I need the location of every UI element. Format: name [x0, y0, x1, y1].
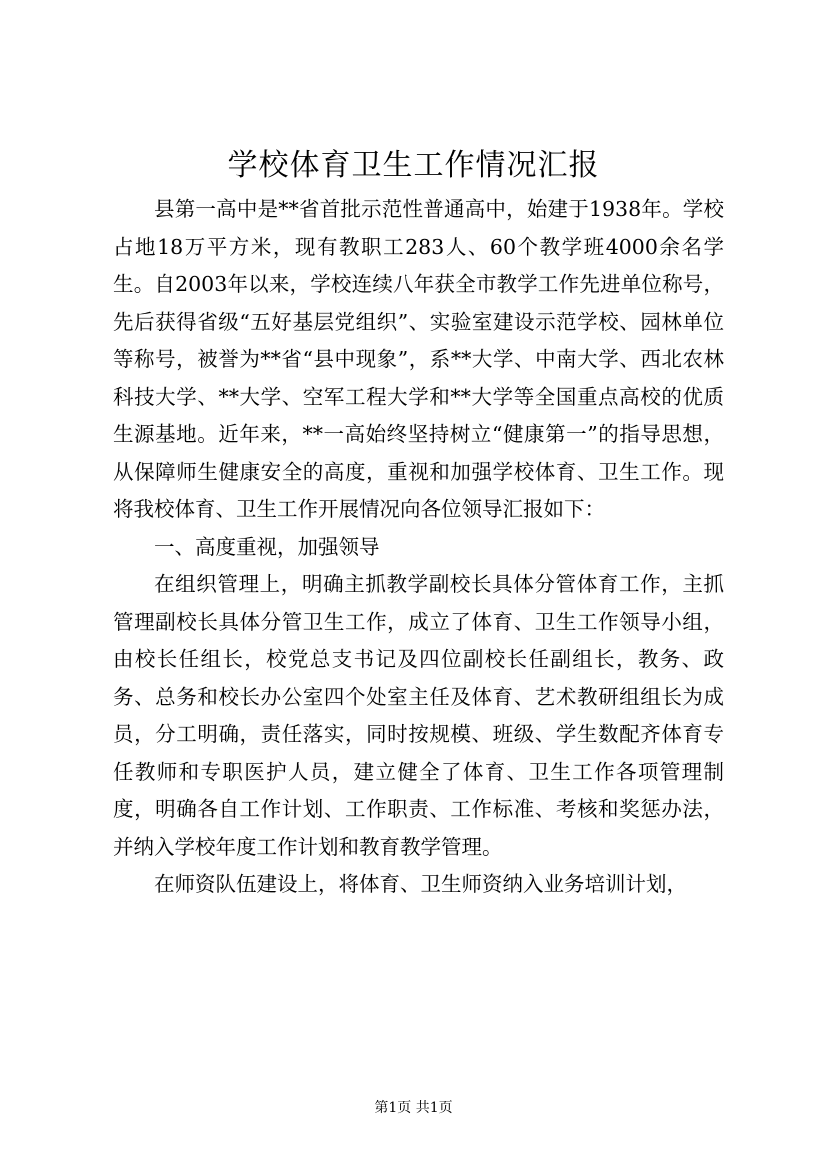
section-heading: 一、高度重视，加强领导	[154, 534, 380, 559]
paragraph-organization: 在组织管理上，明确主抓教学副校长具体分管体育工作，主抓管理副校长具体分管卫生工作，成立了体育、卫生工作领导小组，由校长任组长，校党总支书记及四位副校长任副组长，教务、政务、总务和校长办公室四个处室主任及体育、艺术教研组组长为成员，分工明确，责任落实，同时按规模、班级、学生数配齐体育专任教师和专职医护人员，建立健全了体育、卫生工作各项管理制度，明确各自工作计划、工作职责、工作标准、考核和奖惩办法，并纳入学校年度工作计划和教育教学管理。	[113, 572, 724, 859]
paragraph-teachers: 在师资队伍建设上，将体育、卫生师资纳入业务培训计划，	[154, 872, 687, 896]
document-title: 学校体育卫生工作情况汇报	[227, 148, 600, 183]
document-body	[113, 191, 724, 904]
paragraph-intro: 县第一高中是**省首批示范性普通高中，始建于1938年。学校占地18万平方米，现有教职工283人、60个教学班4000余名学生。自2003年以来，学校连续八年获全市教学工作先进单位称号，先后获得省级“五好基层党组织”、实验室建设示范学校、园林单位等称号，被誉为**省“县中现象”，系**大学、中南大学、西北农林科技大学、**大学、空军工程大学和**大学等全国重点高校的优质生源基地。近年来，**一高始终坚持树立“健康第一”的指导思想，从保障师生健康安全的高度，重视和加强学校体育、卫生工作。现将我校体育、卫生工作开展情况向各位领导汇报如下：	[113, 197, 724, 521]
page-footer: 第1页 共1页	[374, 1100, 453, 1116]
